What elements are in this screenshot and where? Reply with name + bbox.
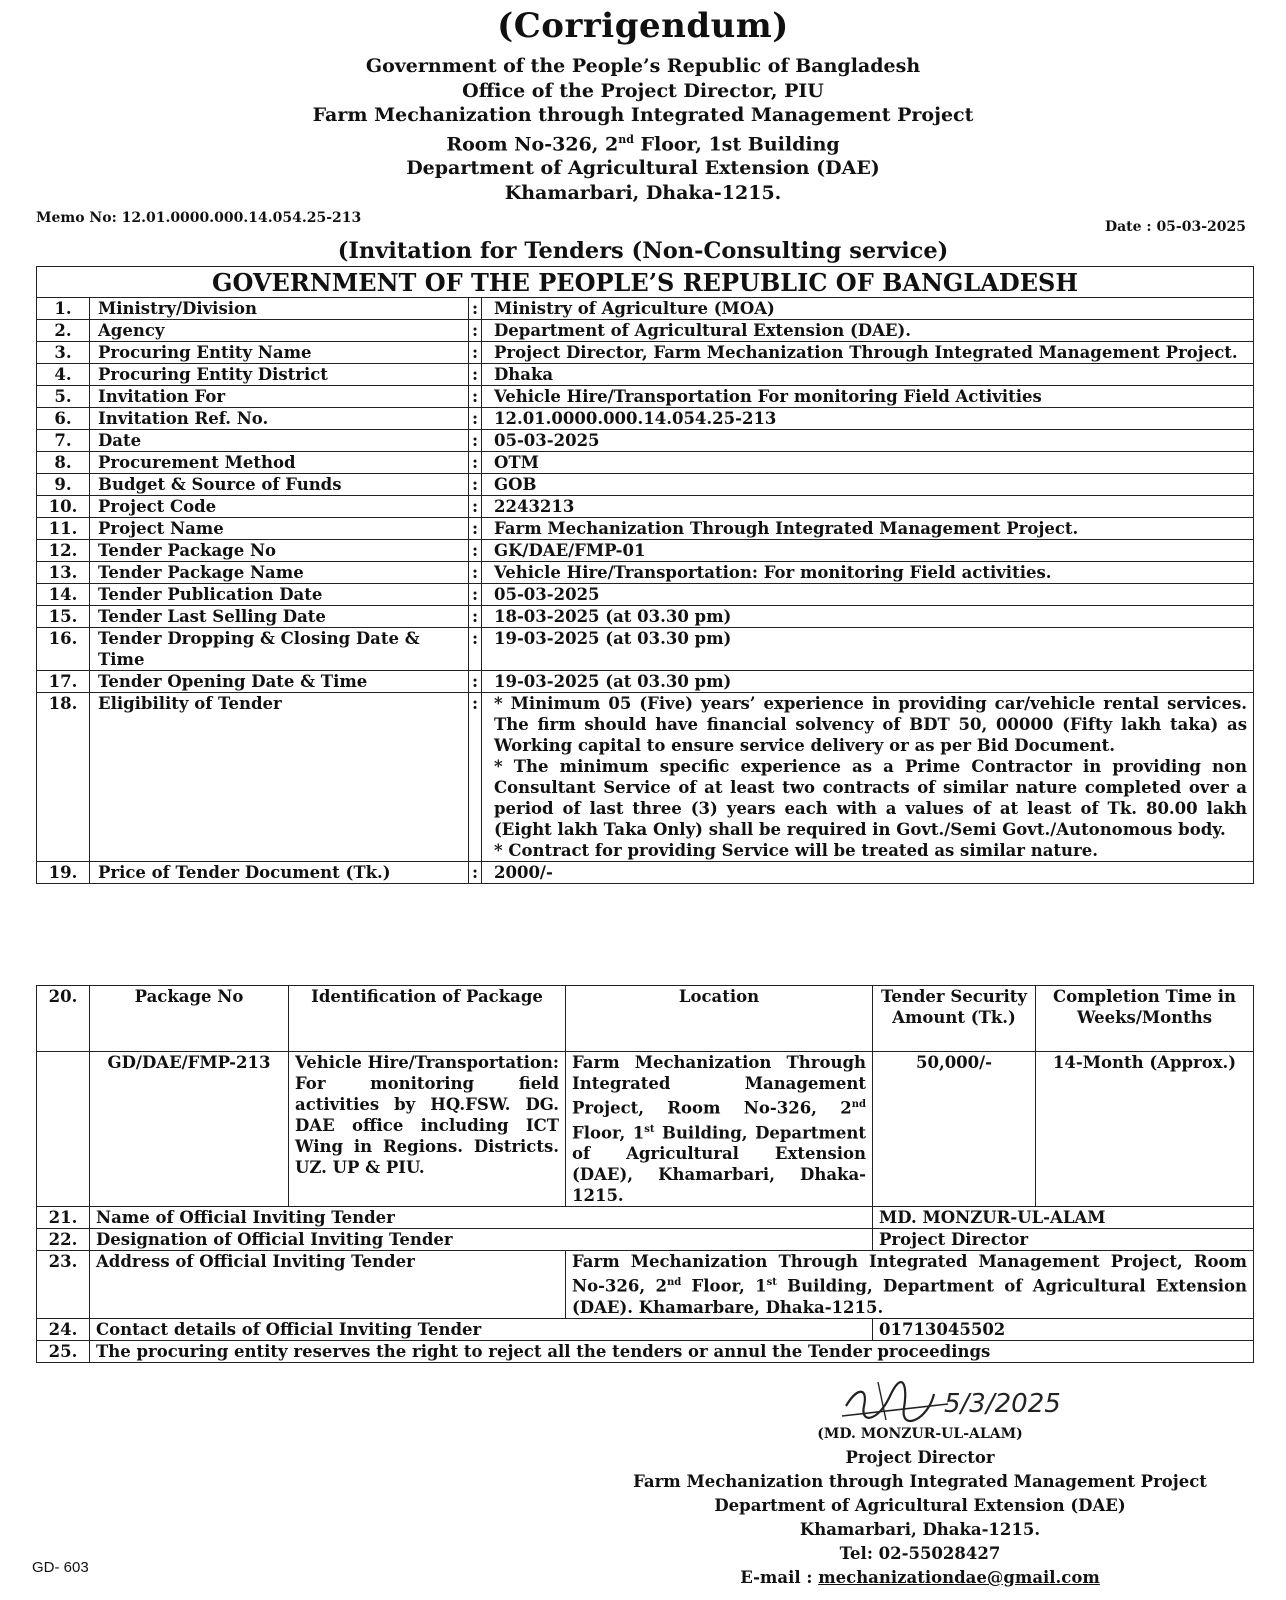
header-package-no: Package No [90,986,289,1052]
tender-info-row [37,386,1254,408]
row-value: Project Director, Farm Mechanization Through Integrated Management Project. [482,342,1254,364]
row-label: Budget & Source of Funds [90,474,469,496]
row-number: 3. [37,342,90,364]
row-value: 12.01.0000.000.14.054.25-213 [482,408,1254,430]
row-colon: : [469,452,482,474]
header-completion: Completion Time in Weeks/Months [1036,986,1254,1052]
tender-info-row [37,474,1254,496]
signatory-name: (MD. MONZUR-UL-ALAM) [817,1426,1023,1442]
row-value: GOB [482,474,1254,496]
row-number: 24. [37,1318,90,1340]
tender-info-row [37,671,1254,693]
tender-info-row [37,540,1254,562]
row-label: Tender Dropping & Closing Date & Time [90,628,469,671]
row-label: Tender Opening Date & Time [90,671,469,693]
official-row [37,1207,1254,1229]
tender-info-row [37,298,1254,320]
row-number: 25. [37,1340,90,1362]
tender-info-row [37,584,1254,606]
row-label: Price of Tender Document (Tk.) [90,862,469,884]
tender-info-row [37,862,1254,884]
completion-value: 14-Month (Approx.) [1036,1052,1254,1207]
row-number: 14. [37,584,90,606]
row-label: Tender Publication Date [90,584,469,606]
address-text-a: Farm Mechanization Through Integrated Management Project, Room No-326, 2 [572,1252,1247,1296]
header-line-government: Government of the People’s Republic of Bangladesh [365,55,921,77]
row-number-blank [37,1052,90,1207]
row-label: Project Code [90,496,469,518]
row-colon: : [469,430,482,452]
package-header-row [37,986,1254,1052]
package-no-value: GD/DAE/FMP-213 [90,1052,289,1207]
row-label: Tender Package No [90,540,469,562]
row-colon: : [469,408,482,430]
final-note-row [37,1340,1254,1362]
row-colon: : [469,540,482,562]
header-line-room [0,128,1286,157]
row-number: 17. [37,671,90,693]
address-sup-2: st [766,1277,777,1288]
package-data-row [37,1052,1254,1207]
memo-date: Date : 05-03-2025 [1104,219,1246,235]
row-label: Project Name [90,518,469,540]
header-security: Tender Security Amount (Tk.) [873,986,1036,1052]
gov-heading-row [37,267,1254,298]
eligibility-value [482,693,1254,862]
tender-info-row [37,364,1254,386]
tender-info-row [37,606,1254,628]
row-colon: : [469,298,482,320]
row-value: 18-03-2025 (at 03.30 pm) [482,606,1254,628]
row-label: Invitation Ref. No. [90,408,469,430]
tender-info-row [37,408,1254,430]
gov-heading: GOVERNMENT OF THE PEOPLE’S REPUBLIC OF BANGLADESH [37,267,1254,298]
row-value: Vehicle Hire/Transportation: For monitoring Field activities. [482,562,1254,584]
row-number: 19. [37,862,90,884]
row-number: 10. [37,496,90,518]
row-colon: : [469,386,482,408]
signatory-designation: Project Director [845,1448,995,1467]
location-text-b: Floor, 1 [572,1123,645,1142]
signature-date: 5/3/2025 [944,1389,1061,1419]
header-line-project: Farm Mechanization through Integrated Management Project [312,104,974,126]
package-table [36,985,1254,1363]
row-value: 19-03-2025 (at 03.30 pm) [482,671,1254,693]
issuing-office-header [0,54,1286,205]
row-value: MD. MONZUR-UL-ALAM [873,1207,1254,1229]
row-colon: : [469,496,482,518]
row-label: Contact details of Official Inviting Tender [90,1318,873,1340]
address-row [37,1251,1254,1319]
row-number: 2. [37,320,90,342]
signatory-block [600,1422,1240,1590]
row-colon: : [469,320,482,342]
row-colon: : [469,364,482,386]
tender-info-row [37,562,1254,584]
row-value: GK/DAE/FMP-01 [482,540,1254,562]
header-identification: Identification of Package [289,986,566,1052]
row-value [566,1251,1254,1319]
tender-info-row [37,342,1254,364]
row-number: 20. [37,986,90,1052]
row-value: 2243213 [482,496,1254,518]
row-colon: : [469,671,482,693]
row-number: 22. [37,1229,90,1251]
email-label: E-mail : [740,1568,819,1587]
signatory-place: Khamarbari, Dhaka-1215. [799,1520,1041,1539]
row-label: Designation of Official Inviting Tender [90,1229,873,1251]
tender-info-table [36,266,1254,884]
row-number: 21. [37,1207,90,1229]
address-text-c: Building, Department of Agricultural Extension (DAE). Khamarbare, Dhaka-1215. [572,1276,1248,1317]
row-label: Address of Official Inviting Tender [90,1251,566,1319]
header-line-department: Department of Agricultural Extension (DAE) [406,157,880,180]
row-number: 11. [37,518,90,540]
signatory-org: Farm Mechanization through Integrated Management Project [633,1472,1207,1491]
tender-info-rows [37,298,1254,884]
row-value: 2000/- [482,862,1254,884]
signatory-email-line [600,1566,1240,1590]
row-number: 1. [37,298,90,320]
row-label: Procuring Entity Name [90,342,469,364]
row-value: Department of Agricultural Extension (DAE). [482,320,1254,342]
location-sup-1: nd [851,1099,866,1110]
official-row [37,1229,1254,1251]
row-value: Dhaka [482,364,1254,386]
row-number: 8. [37,452,90,474]
row-colon: : [469,342,482,364]
address-text-b: Floor, 1 [681,1276,767,1296]
row-number: 5. [37,386,90,408]
document-title: (Corrigendum) [497,6,789,46]
row-value: Farm Mechanization Through Integrated Management Project. [482,518,1254,540]
row-number: 18. [37,693,90,862]
row-label: Tender Package Name [90,562,469,584]
row-number: 6. [37,408,90,430]
location-text-a: Farm Mechanization Through Integrated Management Project, Room No-326, 2 [572,1053,866,1118]
eligibility-para2: * The minimum specific experience as a Prime Contractor in providing non Consultant Service of at least two contracts of similar nature completed over a period of last three (3) years each with a values of at least of Tk. 80.00 lakh (Eight lakh Taka Only) shall be required in Govt./Semi Govt./Autonomous body. [494,757,1247,839]
memo-number: Memo No: 12.01.0000.000.14.054.25-213 [36,210,362,226]
row-label: Agency [90,320,469,342]
row-label: Procurement Method [90,452,469,474]
row-value: Ministry of Agriculture (MOA) [482,298,1254,320]
row-value: Project Director [873,1229,1254,1251]
row-number: 13. [37,562,90,584]
tender-info-row [37,496,1254,518]
row-value: Vehicle Hire/Transportation For monitoring Field Activities [482,386,1254,408]
row-value: 19-03-2025 (at 03.30 pm) [482,628,1254,671]
row-value: OTM [482,452,1254,474]
location-sup-2: st [644,1123,655,1135]
row-colon: : [469,584,482,606]
header-location: Location [566,986,873,1052]
row-colon: : [469,693,482,862]
header-line-office: Office of the Project Director, PIU [462,79,824,102]
row-colon: : [469,518,482,540]
tender-info-row [37,693,1254,862]
row-colon: : [469,606,482,628]
tender-info-row [37,320,1254,342]
location-value [566,1052,873,1207]
signatory-dept: Department of Agricultural Extension (DAE) [714,1496,1126,1515]
row-number: 16. [37,628,90,671]
row-value: 01713045502 [873,1318,1254,1340]
tender-info-row [37,452,1254,474]
row-number: 15. [37,606,90,628]
row-label: Invitation For [90,386,469,408]
row-colon: : [469,474,482,496]
row-label: Ministry/Division [90,298,469,320]
row-number: 7. [37,430,90,452]
contact-row [37,1318,1254,1340]
tender-info-row [37,628,1254,671]
identification-value: Vehicle Hire/Transportation: For monitoring field activities by HQ.FSW. DG. DAE office including ICT Wing in Regions. Districts. UZ. UP & PIU. [289,1052,566,1207]
row-colon: : [469,862,482,884]
row-number: 9. [37,474,90,496]
room-sup: nd [618,132,634,146]
row-label: Tender Last Selling Date [90,606,469,628]
tender-info-row [37,430,1254,452]
location-text-c: Building, Department of Agricultural Extension (DAE), Khamarbari, Dhaka-1215. [572,1123,866,1205]
room-text-post: Floor, 1st Building [633,132,840,155]
security-value: 50,000/- [873,1052,1036,1207]
address-sup-1: nd [666,1277,682,1288]
itt-title: (Invitation for Tenders (Non-Consulting service) [337,238,949,264]
row-number: 23. [37,1251,90,1319]
row-label: Date [90,430,469,452]
eligibility-para3: * Contract for providing Service will be treated as similar nature. [494,841,1098,860]
final-note: The procuring entity reserves the right to reject all the tenders or annul the Tender proceedings [90,1340,1254,1362]
footer-code: GD- 603 [32,1559,89,1576]
row-label: Name of Official Inviting Tender [90,1207,873,1229]
row-value: 05-03-2025 [482,430,1254,452]
room-text: Room No-326, 2 [446,132,619,155]
row-label: Procuring Entity District [90,364,469,386]
email-link[interactable]: mechanizationdae@gmail.com [818,1568,1100,1587]
signatory-tel: Tel: 02-55028427 [839,1544,1001,1563]
row-colon: : [469,628,482,671]
row-number: 12. [37,540,90,562]
header-line-address: Khamarbari, Dhaka-1215. [504,181,782,204]
row-number: 4. [37,364,90,386]
row-colon: : [469,562,482,584]
eligibility-para1: * Minimum 05 (Five) years’ experience in providing car/vehicle rental services. The firm should have financial solvency of BDT 50, 00000 (Fifty lakh taka) as Working capital to ensure service delivery or as per Bid Document. [494,694,1247,755]
row-value: 05-03-2025 [482,584,1254,606]
row-label: Eligibility of Tender [90,693,469,862]
tender-info-row [37,518,1254,540]
